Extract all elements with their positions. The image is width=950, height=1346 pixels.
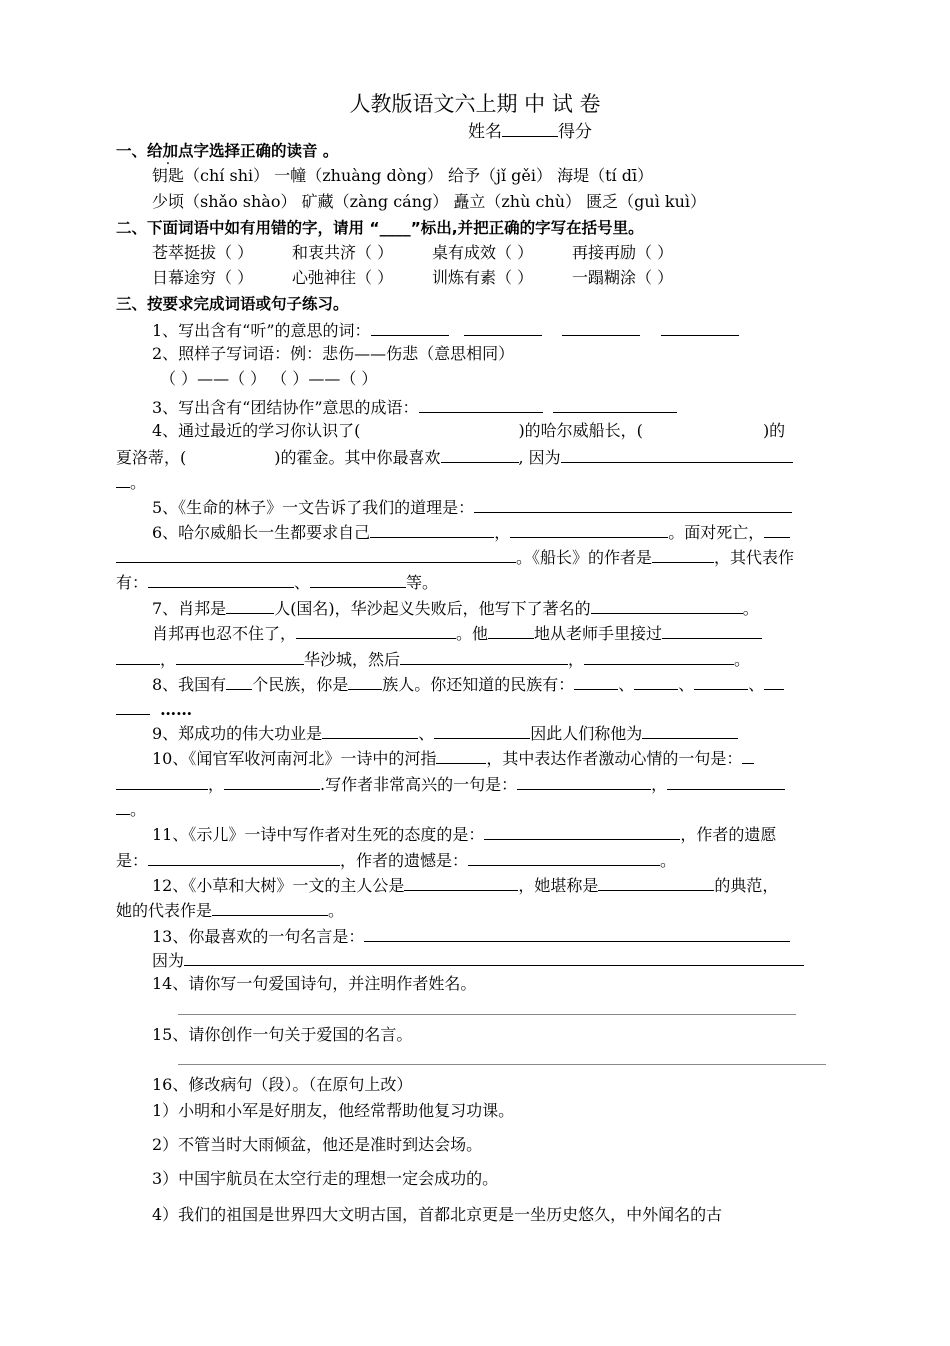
answer-blank[interactable]	[591, 597, 743, 614]
answer-blank[interactable]	[419, 396, 543, 413]
sec1-item: 一幢（zhuàng dòng）	[274, 166, 443, 185]
answer-blank[interactable]	[562, 319, 640, 336]
question-6: 6、哈尔威船长一生都要求自己 ， 。面对死亡，	[152, 521, 790, 543]
answer-blank[interactable]	[694, 673, 748, 690]
answer-blank[interactable]	[310, 571, 406, 588]
question-9: 9、郑成功的伟大功业是 、 因此人们称他为	[152, 722, 738, 744]
answer-blank[interactable]	[742, 747, 754, 764]
answer-blank[interactable]	[574, 673, 618, 690]
question-16-item-4: 4）我们的祖国是世界四大文明古国，首都北京更是一坐历史悠久，中外闻名的古	[152, 1205, 723, 1224]
question-16-item-2: 2）不管当时大雨倾盆，他还是准时到达会场。	[152, 1135, 483, 1154]
sec2-item: 日幕途穷（ ）	[152, 268, 254, 287]
answer-blank[interactable]	[176, 648, 304, 665]
sec1-item: 给予（jǐ gěi）	[447, 166, 552, 185]
question-11-cont: 是： ，作者的遗憾是： 。	[116, 851, 677, 870]
answer-blank[interactable]	[441, 446, 519, 463]
question-10-cont: ， .写作者非常高兴的一句是： ，	[116, 773, 785, 795]
question-6-end: 有： 、 等。	[116, 573, 439, 592]
question-1: 1、写出含有“听”的意思的词：	[152, 319, 739, 341]
sec1-item: 矗立（zhù chù）	[453, 192, 582, 211]
answer-blank[interactable]	[436, 747, 486, 764]
answer-blank[interactable]	[598, 874, 714, 891]
question-14-answer-line[interactable]	[178, 1014, 796, 1015]
sec2-item: 心弛神往（ ）	[292, 268, 394, 287]
sec1-item: 矿藏（zàng cáng）	[301, 192, 449, 211]
question-8: 8、我国有 个民族，你是 族人。你还知道的民族有： 、 、 、	[152, 673, 784, 695]
question-13: 13、你最喜欢的一句名言是：	[152, 925, 790, 947]
answer-blank[interactable]	[484, 823, 680, 840]
sec1-row-2	[152, 192, 706, 212]
sec1-item: 少顷（shǎo shào）	[152, 192, 297, 211]
answer-blank[interactable]	[464, 319, 542, 336]
sec2-item: 再接再励（ ）	[572, 243, 674, 262]
name-score-line	[468, 117, 592, 142]
question-10: 10、《闻官军收河南河北》一诗中的河指 ，其中表达作者激动心情的一句是：	[152, 747, 754, 769]
answer-blank[interactable]	[474, 496, 792, 513]
answer-blank[interactable]	[667, 773, 785, 790]
sec2-item: 和衷共济（ ）	[292, 243, 394, 262]
sec2-row-1	[152, 243, 712, 263]
answer-blank[interactable]	[404, 874, 518, 891]
answer-blank[interactable]	[212, 899, 328, 916]
question-3: 3、写出含有“团结协作”意思的成语：	[152, 396, 677, 418]
question-7: 7、肖邦是 人(国名)，华沙起义失败后，他写下了著名的 。	[152, 599, 759, 618]
question-4-end: 。	[116, 471, 146, 493]
question-8-end: ……	[116, 698, 192, 720]
question-5: 5、《生命的林子》一文告诉了我们的道理是：	[152, 496, 792, 518]
answer-blank[interactable]	[226, 597, 274, 614]
answer-blank[interactable]	[364, 925, 790, 942]
question-12: 12、《小草和大树》一文的主人公是 ，她堪称是 的典范，	[152, 876, 779, 895]
answer-blank[interactable]	[400, 648, 568, 665]
answer-blank[interactable]	[116, 773, 208, 790]
answer-blank[interactable]	[116, 698, 150, 715]
name-label: 姓名	[468, 122, 502, 142]
question-16: 16、修改病句（段）。（在原句上改）	[152, 1075, 413, 1094]
answer-blank[interactable]	[224, 773, 320, 790]
sec1-item: 匮乏（guì kuì）	[586, 192, 707, 211]
answer-blank[interactable]	[662, 622, 762, 639]
answer-blank[interactable]	[148, 571, 294, 588]
section-3-heading: 三、按要求完成词语或句子练习。	[116, 295, 349, 313]
answer-blank[interactable]	[296, 622, 456, 639]
question-16-item-1: 1）小明和小军是好朋友，他经常帮助他复习功课。	[152, 1101, 515, 1120]
answer-blank[interactable]	[370, 521, 494, 538]
answer-blank[interactable]	[116, 471, 130, 488]
question-7-cont: 肖邦再也忍不住了， 。他 地从老师手里接过	[152, 622, 762, 644]
answer-blank[interactable]	[517, 773, 651, 790]
question-15: 15、请你创作一句关于爱国的名言。	[152, 1025, 413, 1044]
answer-blank[interactable]	[661, 319, 739, 336]
section-1-heading: 一、给加点字选择正确的读音 。	[116, 142, 339, 160]
answer-blank[interactable]	[642, 722, 738, 739]
sec2-item: 训炼有素（ ）	[432, 268, 534, 287]
answer-blank[interactable]	[184, 949, 804, 966]
answer-blank[interactable]	[488, 622, 534, 639]
question-13-cont: 因为	[152, 949, 804, 971]
answer-blank[interactable]	[468, 849, 660, 866]
question-10-end: 。	[116, 798, 146, 820]
score-label: 得分	[558, 122, 592, 142]
question-12-cont: 她的代表作是 。	[116, 901, 345, 920]
section-2-heading: 二、下面词语中如有用错的字，请用 “____”标出,并把正确的字写在括号里。	[116, 219, 644, 237]
question-15-answer-line[interactable]	[178, 1064, 826, 1065]
answer-blank[interactable]	[553, 396, 677, 413]
question-11: 11、《示儿》一诗中写作者对生死的态度的是： ，作者的遗愿	[152, 825, 777, 844]
question-2-blanks[interactable]: （ ）——（ ） （ ）——（ ）	[160, 369, 378, 388]
sec1-item: 钥匙（chí shi）	[152, 166, 270, 185]
page-title: 人教版语文六上期 中 试 卷	[349, 92, 601, 116]
answer-blank[interactable]	[584, 648, 734, 665]
question-14: 14、请你写一句爱国诗句，并注明作者姓名。	[152, 974, 477, 993]
answer-blank[interactable]	[561, 446, 793, 463]
answer-blank[interactable]	[652, 546, 714, 563]
answer-blank[interactable]	[371, 319, 449, 336]
sec2-item: 桌有成效（ ）	[432, 243, 534, 262]
answer-blank[interactable]	[116, 798, 130, 815]
answer-blank[interactable]	[764, 521, 790, 538]
answer-blank[interactable]	[116, 648, 160, 665]
question-2: 2、照样子写词语：例：悲伤——伤悲（意思相同）	[152, 344, 515, 363]
question-4-cont: 夏洛蒂，( )的霍金。其中你最喜欢 , 因为	[116, 446, 793, 468]
sec2-row-2	[152, 268, 712, 288]
question-6-cont: 。《船长》的作者是 ，其代表作	[116, 546, 794, 568]
answer-blank[interactable]	[434, 722, 530, 739]
answer-blank[interactable]	[510, 521, 668, 538]
answer-blank[interactable]	[226, 673, 252, 690]
sec1-row-1	[152, 166, 653, 186]
answer-blank[interactable]	[148, 849, 340, 866]
answer-blank[interactable]	[634, 673, 678, 690]
answer-blank[interactable]	[348, 673, 382, 690]
sec2-item: 苍萃挺拔（ ）	[152, 243, 254, 262]
sec2-item: 一蹋糊涂（ ）	[572, 268, 674, 287]
answer-blank[interactable]	[322, 722, 418, 739]
question-7-end: ， 华沙城，然后 ， 。	[116, 648, 750, 670]
question-4: 4、通过最近的学习你认识了( )的哈尔威船长，( )的	[152, 421, 786, 440]
name-blank[interactable]	[502, 120, 558, 137]
sec1-item: 海堤（tí dī）	[557, 166, 654, 185]
answer-blank[interactable]	[764, 673, 784, 690]
question-16-item-3: 3）中国宇航员在太空行走的理想一定会成功的。	[152, 1169, 499, 1188]
answer-blank[interactable]	[116, 546, 516, 563]
